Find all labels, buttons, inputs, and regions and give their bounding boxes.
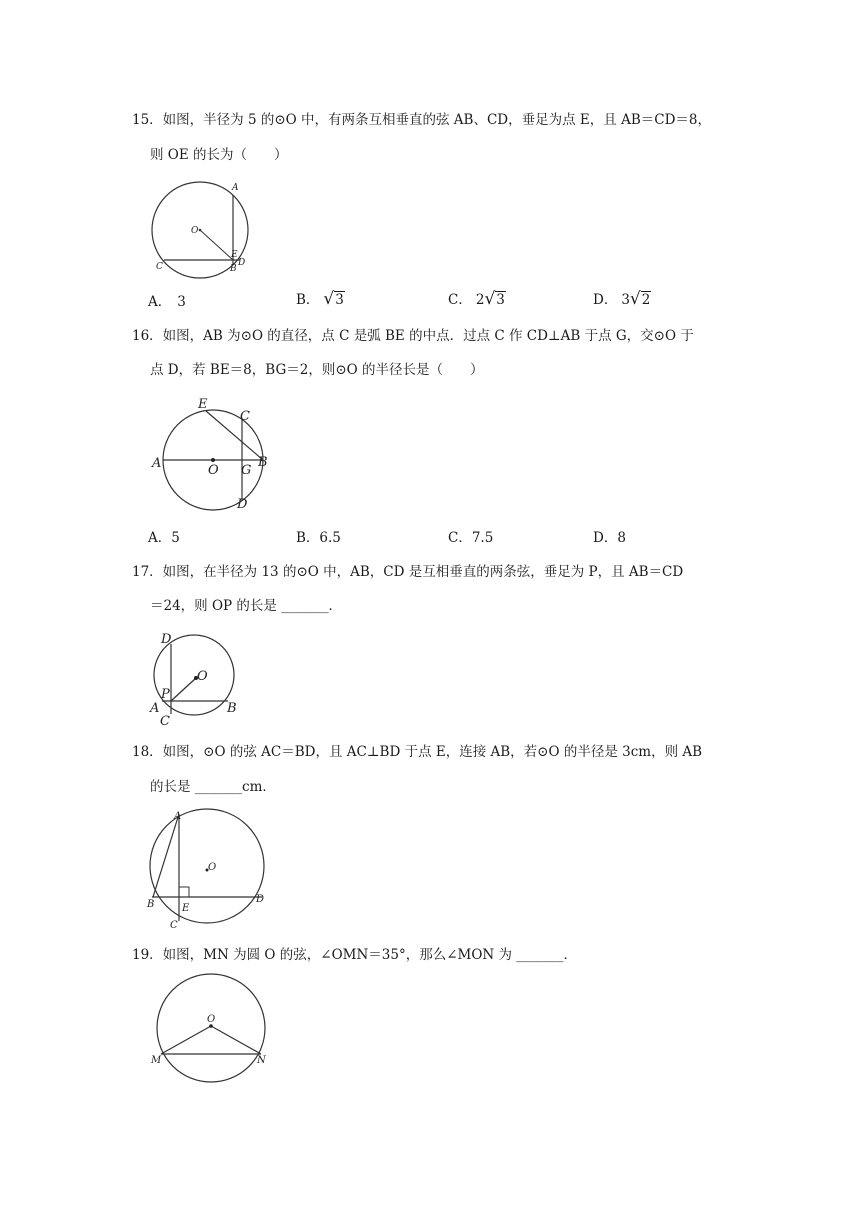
q16-label-c: C bbox=[240, 409, 250, 424]
q15-stem-line2: 则 OE 的长为（ ） bbox=[150, 147, 288, 163]
q18-figure bbox=[144, 808, 274, 933]
q18-label-d: D bbox=[256, 894, 265, 905]
q17-figure bbox=[148, 628, 248, 728]
q16-option-d[interactable]: D．8 bbox=[593, 530, 626, 546]
q16-label-o: O bbox=[208, 463, 219, 478]
q15-label-o: O bbox=[191, 226, 199, 236]
q16-label-a: A bbox=[152, 456, 162, 471]
q19-figure bbox=[150, 972, 275, 1087]
sqrt-icon: √ bbox=[484, 289, 496, 309]
q15-option-c[interactable]: C． 2√3 bbox=[448, 289, 505, 309]
sqrt-icon: √ bbox=[323, 289, 335, 309]
q15-option-a[interactable]: A． 3 bbox=[148, 294, 186, 310]
q17-label-c: C bbox=[160, 714, 170, 729]
q18-label-c: C bbox=[170, 920, 178, 931]
q19-label-n: N bbox=[257, 1055, 266, 1066]
q17-label-a: A bbox=[150, 701, 160, 716]
q16-label-b: B bbox=[258, 455, 268, 470]
q18-label-o: O bbox=[208, 862, 217, 873]
q18-label-e: E bbox=[182, 903, 190, 914]
q17-label-b: B bbox=[227, 701, 237, 716]
q16-label-e: E bbox=[198, 397, 208, 412]
q17-stem-line2: ＝24，则 OP 的长是 _______． bbox=[150, 598, 342, 614]
q16-option-b[interactable]: B．6.5 bbox=[296, 530, 341, 546]
q18-label-b: B bbox=[147, 899, 155, 910]
q18-stem-line2: 的长是 _______cm． bbox=[150, 779, 276, 795]
q16-option-c[interactable]: C．7.5 bbox=[448, 530, 494, 546]
q15-label-e: E bbox=[231, 250, 238, 260]
q16-label-d: D bbox=[237, 497, 248, 512]
q16-stem-line1: 16．如图，AB 为⊙O 的直径，点 C 是弧 BE 的中点．过点 C 作 CD⊥AB 于点 G，交⊙O 于 bbox=[132, 328, 694, 344]
q16-stem-line2: 点 D，若 BE＝8，BG＝2，则⊙O 的半径长是（ ） bbox=[150, 362, 484, 378]
q16-figure bbox=[148, 393, 278, 513]
q19-label-o: O bbox=[207, 1014, 216, 1025]
q15-stem-line1: 15．如图，半径为 5 的⊙O 中，有两条互相垂直的弦 AB、CD，垂足为点 E，且 AB＝CD＝8， bbox=[132, 112, 711, 128]
q17-stem-line1: 17．如图，在半径为 13 的⊙O 中，AB，CD 是互相垂直的两条弦，垂足为 P，且 AB＝CD bbox=[132, 564, 684, 580]
q17-label-p: P bbox=[161, 687, 170, 702]
q18-stem-line1: 18．如图，⊙O 的弦 AC＝BD，且 AC⊥BD 于点 E，连接 AB，若⊙O 的半径是 3cm，则 AB bbox=[132, 744, 703, 760]
q16-option-a[interactable]: A．5 bbox=[148, 530, 180, 546]
q19-stem-line1: 19．如图，MN 为圆 O 的弦，∠OMN＝35°，那么∠MON 为 _______． bbox=[132, 947, 578, 963]
q17-label-d: D bbox=[161, 632, 172, 647]
q15-figure bbox=[148, 178, 258, 278]
q15-label-b: B bbox=[230, 264, 237, 274]
q19-label-m: M bbox=[151, 1055, 162, 1066]
q15-label-c: C bbox=[156, 262, 163, 272]
q17-label-o: O bbox=[197, 669, 208, 684]
q18-label-a: A bbox=[174, 811, 182, 822]
q15-label-d: D bbox=[238, 258, 246, 268]
q15-option-b[interactable]: B． √3 bbox=[296, 289, 344, 309]
q15-option-d[interactable]: D． 3√2 bbox=[593, 289, 651, 309]
sqrt-icon: √ bbox=[629, 289, 641, 309]
q15-label-a: A bbox=[232, 183, 239, 193]
q16-label-g: G bbox=[241, 463, 252, 478]
